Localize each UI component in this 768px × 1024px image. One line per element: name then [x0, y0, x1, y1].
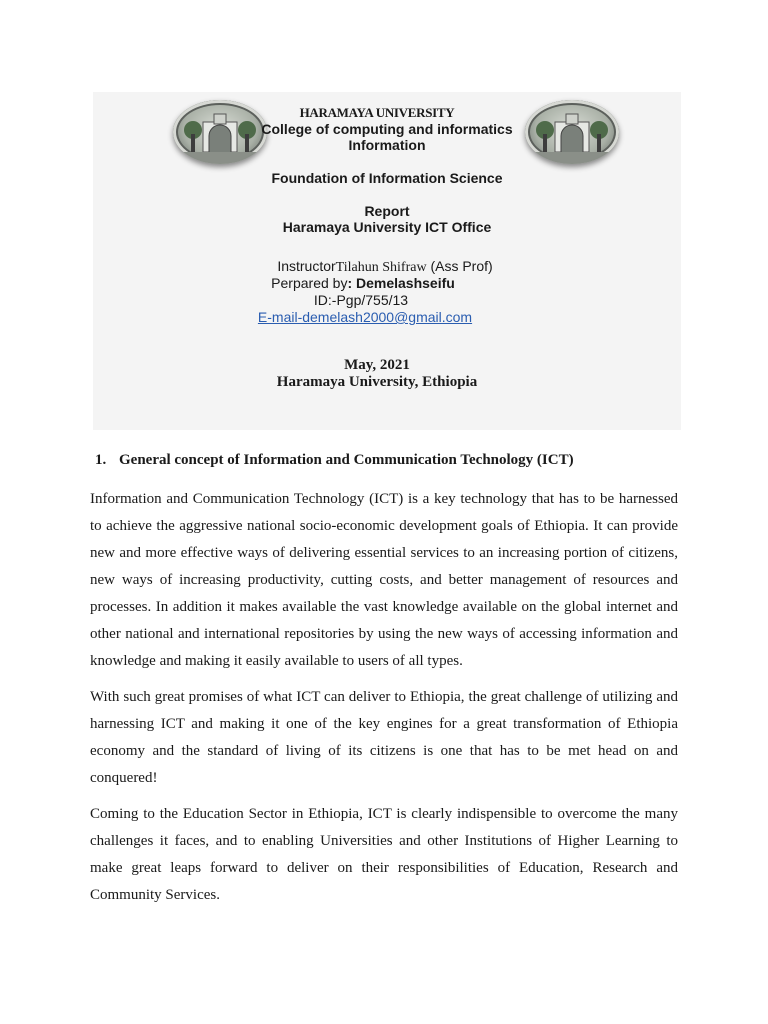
email-link[interactable]: E-mail-demelash2000@gmail.com — [257, 309, 473, 325]
department-name: Information — [348, 137, 426, 153]
section-heading — [95, 452, 695, 469]
university-name: HARAMAYA UNIVERSITY — [299, 105, 455, 120]
instructor-name: Tilahun Shifraw — [335, 260, 427, 275]
prepared-label: Perpared by — [271, 275, 348, 291]
instructor-line — [91, 258, 679, 276]
section-number: 1. — [95, 452, 107, 468]
body-paragraph: With such great promises of what ICT can deliver to Ethiopia, the great challenge of utilizing and harnessing ICT and making it one of the key engines for a great transformation of Ethiopia economy and the standard of living of its citizens is one that has to be met head on and conquered! — [90, 689, 678, 786]
prepared-name: : Demelashseifu — [347, 275, 455, 291]
instructor-label: Instructor — [277, 258, 336, 274]
report-label: Report — [364, 203, 410, 219]
course-title: Foundation of Information Science — [271, 170, 503, 186]
cover-block — [93, 92, 681, 430]
instructor-title: (Ass Prof) — [430, 258, 493, 274]
report-title: Haramaya University ICT Office — [282, 219, 492, 235]
report-date: May, 2021 — [344, 357, 410, 373]
report-place: Haramaya University, Ethiopia — [276, 374, 478, 390]
section-title: General concept of Information and Communication Technology (ICT) — [119, 452, 574, 468]
student-id: ID:-Pgp/755/13 — [313, 292, 409, 308]
body-paragraph: Coming to the Education Sector in Ethiopia, ICT is clearly indispensible to overcome the many challenges it faces, and to enabling Universities and other Institutions of Higher Learning to make great leaps forward to deliver on their responsibilities of Education, Research and Community Services. — [90, 806, 678, 903]
prepared-by-line — [69, 275, 657, 291]
college-name: College of computing and informatics — [261, 121, 513, 137]
body-paragraph: Information and Communication Technology (ICT) is a key technology that has to be harnessed to achieve the aggressive national socio-economic development goals of Ethiopia. It can provide new and more effective ways of delivering essential services to an increasing portion of citizens, new ways of increasing productivity, cutting costs, and better management of resources and processes. In addition it makes available the vast knowledge available on the global internet and other national and international repositories by using the new ways of accessing information and knowledge and making it easily available to users of all types. — [90, 491, 678, 669]
